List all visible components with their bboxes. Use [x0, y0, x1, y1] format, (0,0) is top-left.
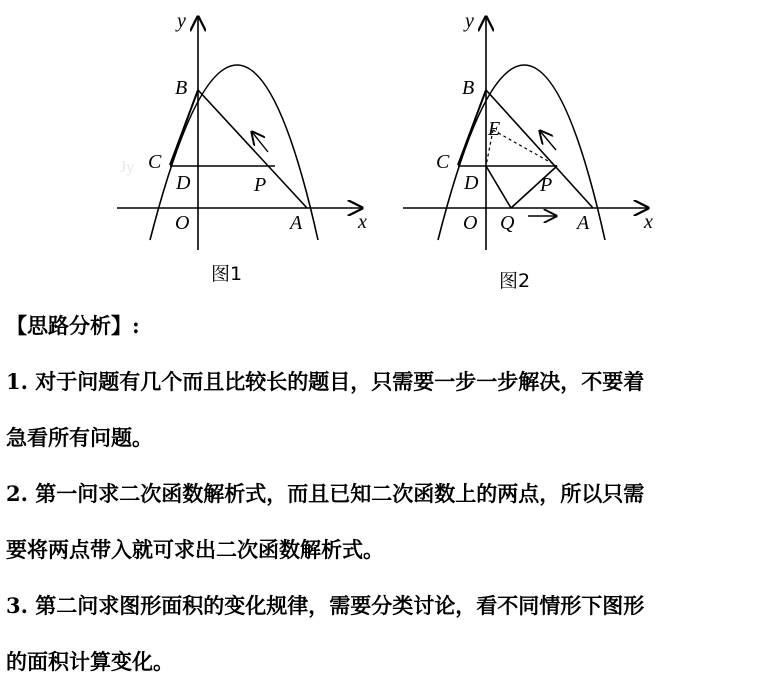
- label-x: x: [358, 211, 367, 233]
- analysis-line-2: 急看所有问题。: [6, 425, 153, 450]
- label-d: D: [176, 172, 191, 194]
- label-b: B: [175, 77, 188, 99]
- label-o: O: [463, 212, 478, 234]
- analysis-heading: 【思路分析】:: [6, 313, 140, 338]
- figure-1-caption: 图1: [211, 263, 243, 285]
- label-c: C: [148, 151, 162, 173]
- segment-bc: [458, 90, 486, 165]
- label-d: D: [464, 172, 479, 194]
- analysis-line-3: 2. 第一问求二次函数解析式，而且已知二次函数上的两点，所以只需: [6, 481, 645, 506]
- analysis-line-4: 要将两点带入就可求出二次函数解析式。: [6, 537, 384, 562]
- dashed-ep: [493, 130, 557, 166]
- segment-dq: [486, 166, 511, 208]
- motion-arrow-p: [540, 131, 556, 150]
- label-o: O: [175, 212, 190, 234]
- segment-ba: [198, 90, 307, 208]
- figure-2: [395, 0, 665, 300]
- figure-1: [110, 0, 380, 300]
- label-p: P: [540, 174, 553, 196]
- label-a: A: [290, 212, 303, 234]
- motion-arrow: [252, 132, 268, 152]
- watermark: Jy: [120, 159, 135, 176]
- label-c: C: [436, 151, 450, 173]
- analysis-line-5: 3. 第二问求图形面积的变化规律，需要分类讨论，看不同情形下图形: [6, 593, 645, 618]
- label-a: A: [577, 212, 590, 234]
- label-p: P: [254, 174, 267, 196]
- figure-2-caption: 图2: [499, 270, 531, 292]
- label-b: B: [462, 77, 475, 99]
- segment-bc: [170, 90, 198, 165]
- analysis-line-6: 的面积计算变化。: [6, 649, 174, 674]
- analysis-line-1: 1. 对于问题有几个而且比较长的题目，只需要一步一步解决，不要着: [6, 369, 645, 394]
- label-y: y: [177, 10, 186, 32]
- label-x: x: [644, 211, 653, 233]
- figures-area: [0, 0, 759, 300]
- label-q: Q: [500, 212, 515, 234]
- label-e: E: [488, 118, 501, 140]
- label-y: y: [465, 10, 474, 32]
